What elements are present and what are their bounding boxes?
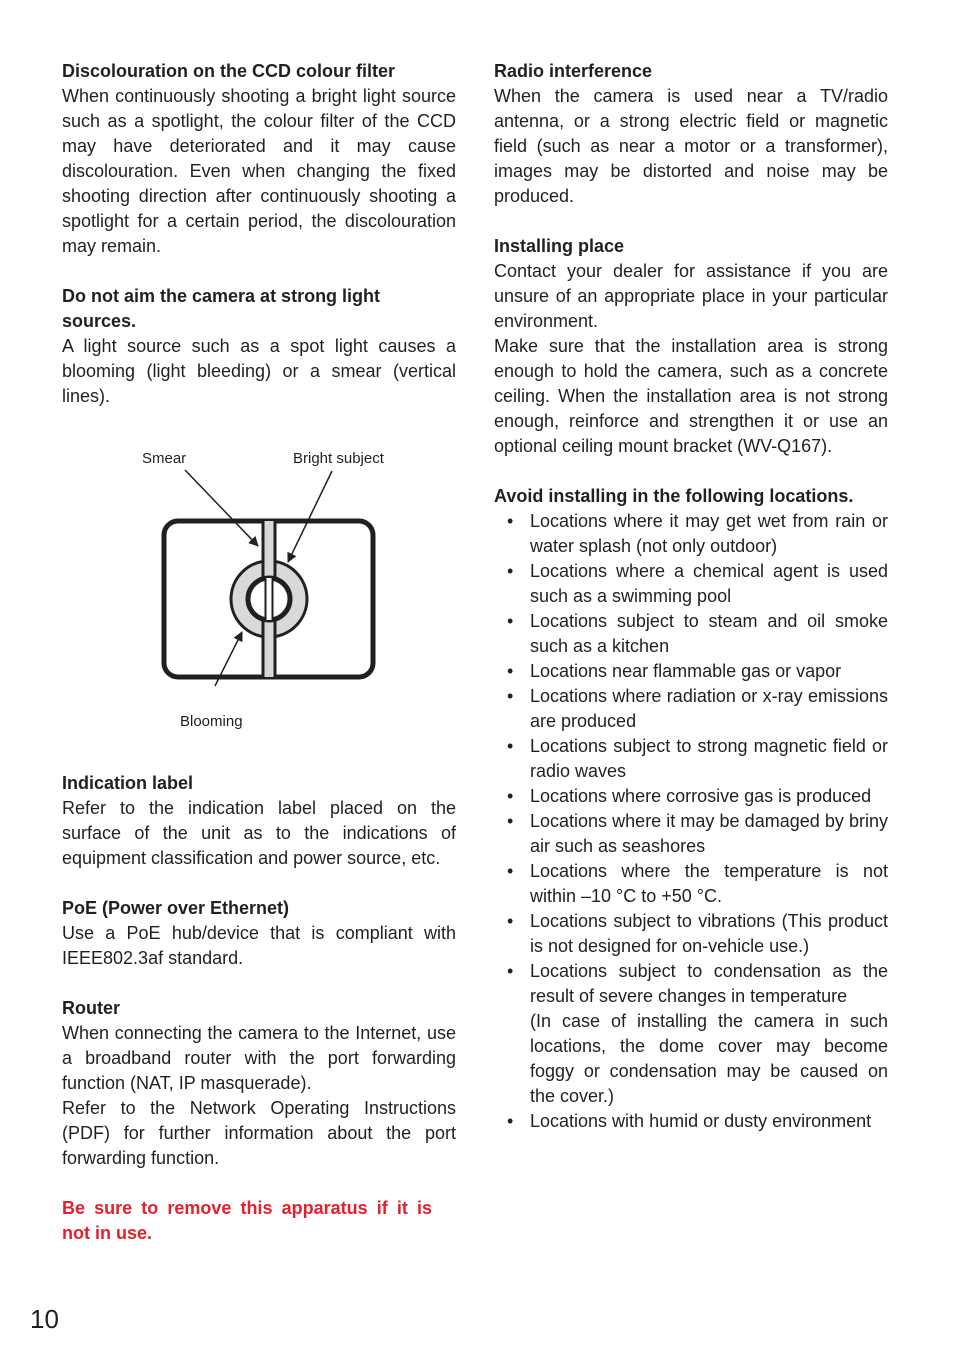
- section-avoid-locations: [494, 484, 888, 1134]
- section-heading: Avoid installing in the following locations.: [494, 486, 854, 506]
- section-router: [62, 996, 456, 1171]
- list-item: • Locations where it may be damaged by briny air such as seashores: [507, 811, 888, 856]
- section-body: When connecting the camera to the Internet, use a broadband router with the port forwarding function (NAT, IP masquerade).: [62, 1023, 456, 1093]
- bullet-icon: •: [507, 736, 514, 756]
- list-item: • Locations where the temperature is not within –10 °C to +50 °C.: [507, 861, 888, 906]
- section-heading: Radio interference: [494, 61, 653, 81]
- list-item: • Locations subject to strong magnetic field or radio waves: [507, 736, 888, 781]
- list-item: • Locations with humid or dusty environment: [494, 1109, 888, 1134]
- section-heading: PoE (Power over Ethernet): [62, 898, 290, 918]
- section-heading: Discolouration on the CCD colour filter: [62, 61, 396, 81]
- list-item: • Locations subject to steam and oil smoke such as a kitchen: [507, 611, 888, 656]
- bullet-icon: •: [507, 686, 514, 706]
- bullet-icon: •: [507, 561, 514, 581]
- section-radio-interference: [494, 59, 888, 209]
- avoid-locations-list: [494, 509, 888, 1134]
- section-body: Refer to the indication label placed on the surface of the unit as to the indications of equipment classification and power source, etc.: [62, 798, 456, 868]
- bullet-icon: •: [507, 811, 514, 831]
- list-item: • Locations where radiation or x-ray emissions are produced: [507, 686, 888, 731]
- bullet-icon: •: [507, 961, 514, 981]
- figure-drawing: [62, 421, 456, 741]
- section-heading: Do not aim the camera at strong light sources.: [62, 286, 381, 331]
- bright-subject-label: Bright subject: [293, 450, 384, 467]
- section-body-continued: Make sure that the installation area is strong enough to hold the camera, such as a concrete ceiling. When the installation area is not strong enough, reinforce and strengthen it or use an optional ceiling mount bracket (WV-Q167).: [494, 336, 888, 456]
- section-body-continued: Refer to the Network Operating Instructions (PDF) for further information about the port forwarding function.: [62, 1098, 456, 1168]
- section-heading: Router: [62, 998, 120, 1018]
- blooming-label: Blooming: [180, 713, 243, 730]
- list-item: • Locations subject to vibrations (This product is not designed for on-vehicle use.): [507, 911, 888, 956]
- section-ccd-discolouration: [62, 59, 456, 259]
- bullet-icon: •: [507, 911, 514, 931]
- section-indication-label: [62, 771, 456, 871]
- list-item: • Locations near flammable gas or vapor: [494, 659, 888, 684]
- bullet-icon: •: [507, 786, 514, 806]
- list-item: • Locations where a chemical agent is used such as a swimming pool: [507, 561, 888, 606]
- bullet-icon: •: [507, 611, 514, 631]
- section-body: Contact your dealer for assistance if you are unsure of an appropriate place in your particular environment.: [494, 261, 888, 331]
- bullet-icon: •: [507, 1111, 514, 1131]
- right-column: [494, 59, 888, 1159]
- section-heading: Indication label: [62, 773, 194, 793]
- list-item: • Locations where corrosive gas is produced: [494, 784, 888, 809]
- section-body: A light source such as a spot light causes a blooming (light bleeding) or a smear (vertical lines).: [62, 336, 456, 406]
- list-item: • Locations where it may get wet from rain or water splash (not only outdoor): [507, 511, 888, 556]
- section-body: When the camera is used near a TV/radio antenna, or a strong electric field or magnetic field (such as near a motor or a transformer), images may be distorted and noise may be produced.: [494, 86, 888, 206]
- section-heading: Installing place: [494, 236, 625, 256]
- smear-blooming-figure: [62, 421, 456, 741]
- page-number: 10: [30, 1304, 59, 1334]
- removal-warning: Be sure to remove this apparatus if it is not in use.: [62, 1198, 432, 1243]
- bullet-icon: •: [507, 511, 514, 531]
- section-body: When continuously shooting a bright light source such as a spotlight, the colour filter of the CCD may have deteriorated and it may cause discolouration. Even when changing the fixed shooting direction after continuously shooting a spotlight for a certain period, the discolouration may remain.: [62, 86, 456, 256]
- section-body: Use a PoE hub/device that is compliant with IEEE802.3af standard.: [62, 923, 456, 968]
- left-column: [62, 59, 456, 1246]
- condensation-note: (In case of installing the camera in such locations, the dome cover may become foggy or condensation may be caused on the cover.): [530, 1011, 888, 1106]
- smear-label: Smear: [142, 450, 187, 467]
- section-strong-light: [62, 284, 456, 409]
- list-item: • Locations subject to condensation as the result of severe changes in temperature (In case of installing the camera in such locations, the dome cover may become foggy or condensation may be caused on the cover.): [494, 959, 888, 1109]
- bullet-icon: •: [507, 861, 514, 881]
- section-installing-place: [494, 234, 888, 459]
- section-poe: [62, 896, 456, 971]
- bullet-icon: •: [507, 661, 514, 681]
